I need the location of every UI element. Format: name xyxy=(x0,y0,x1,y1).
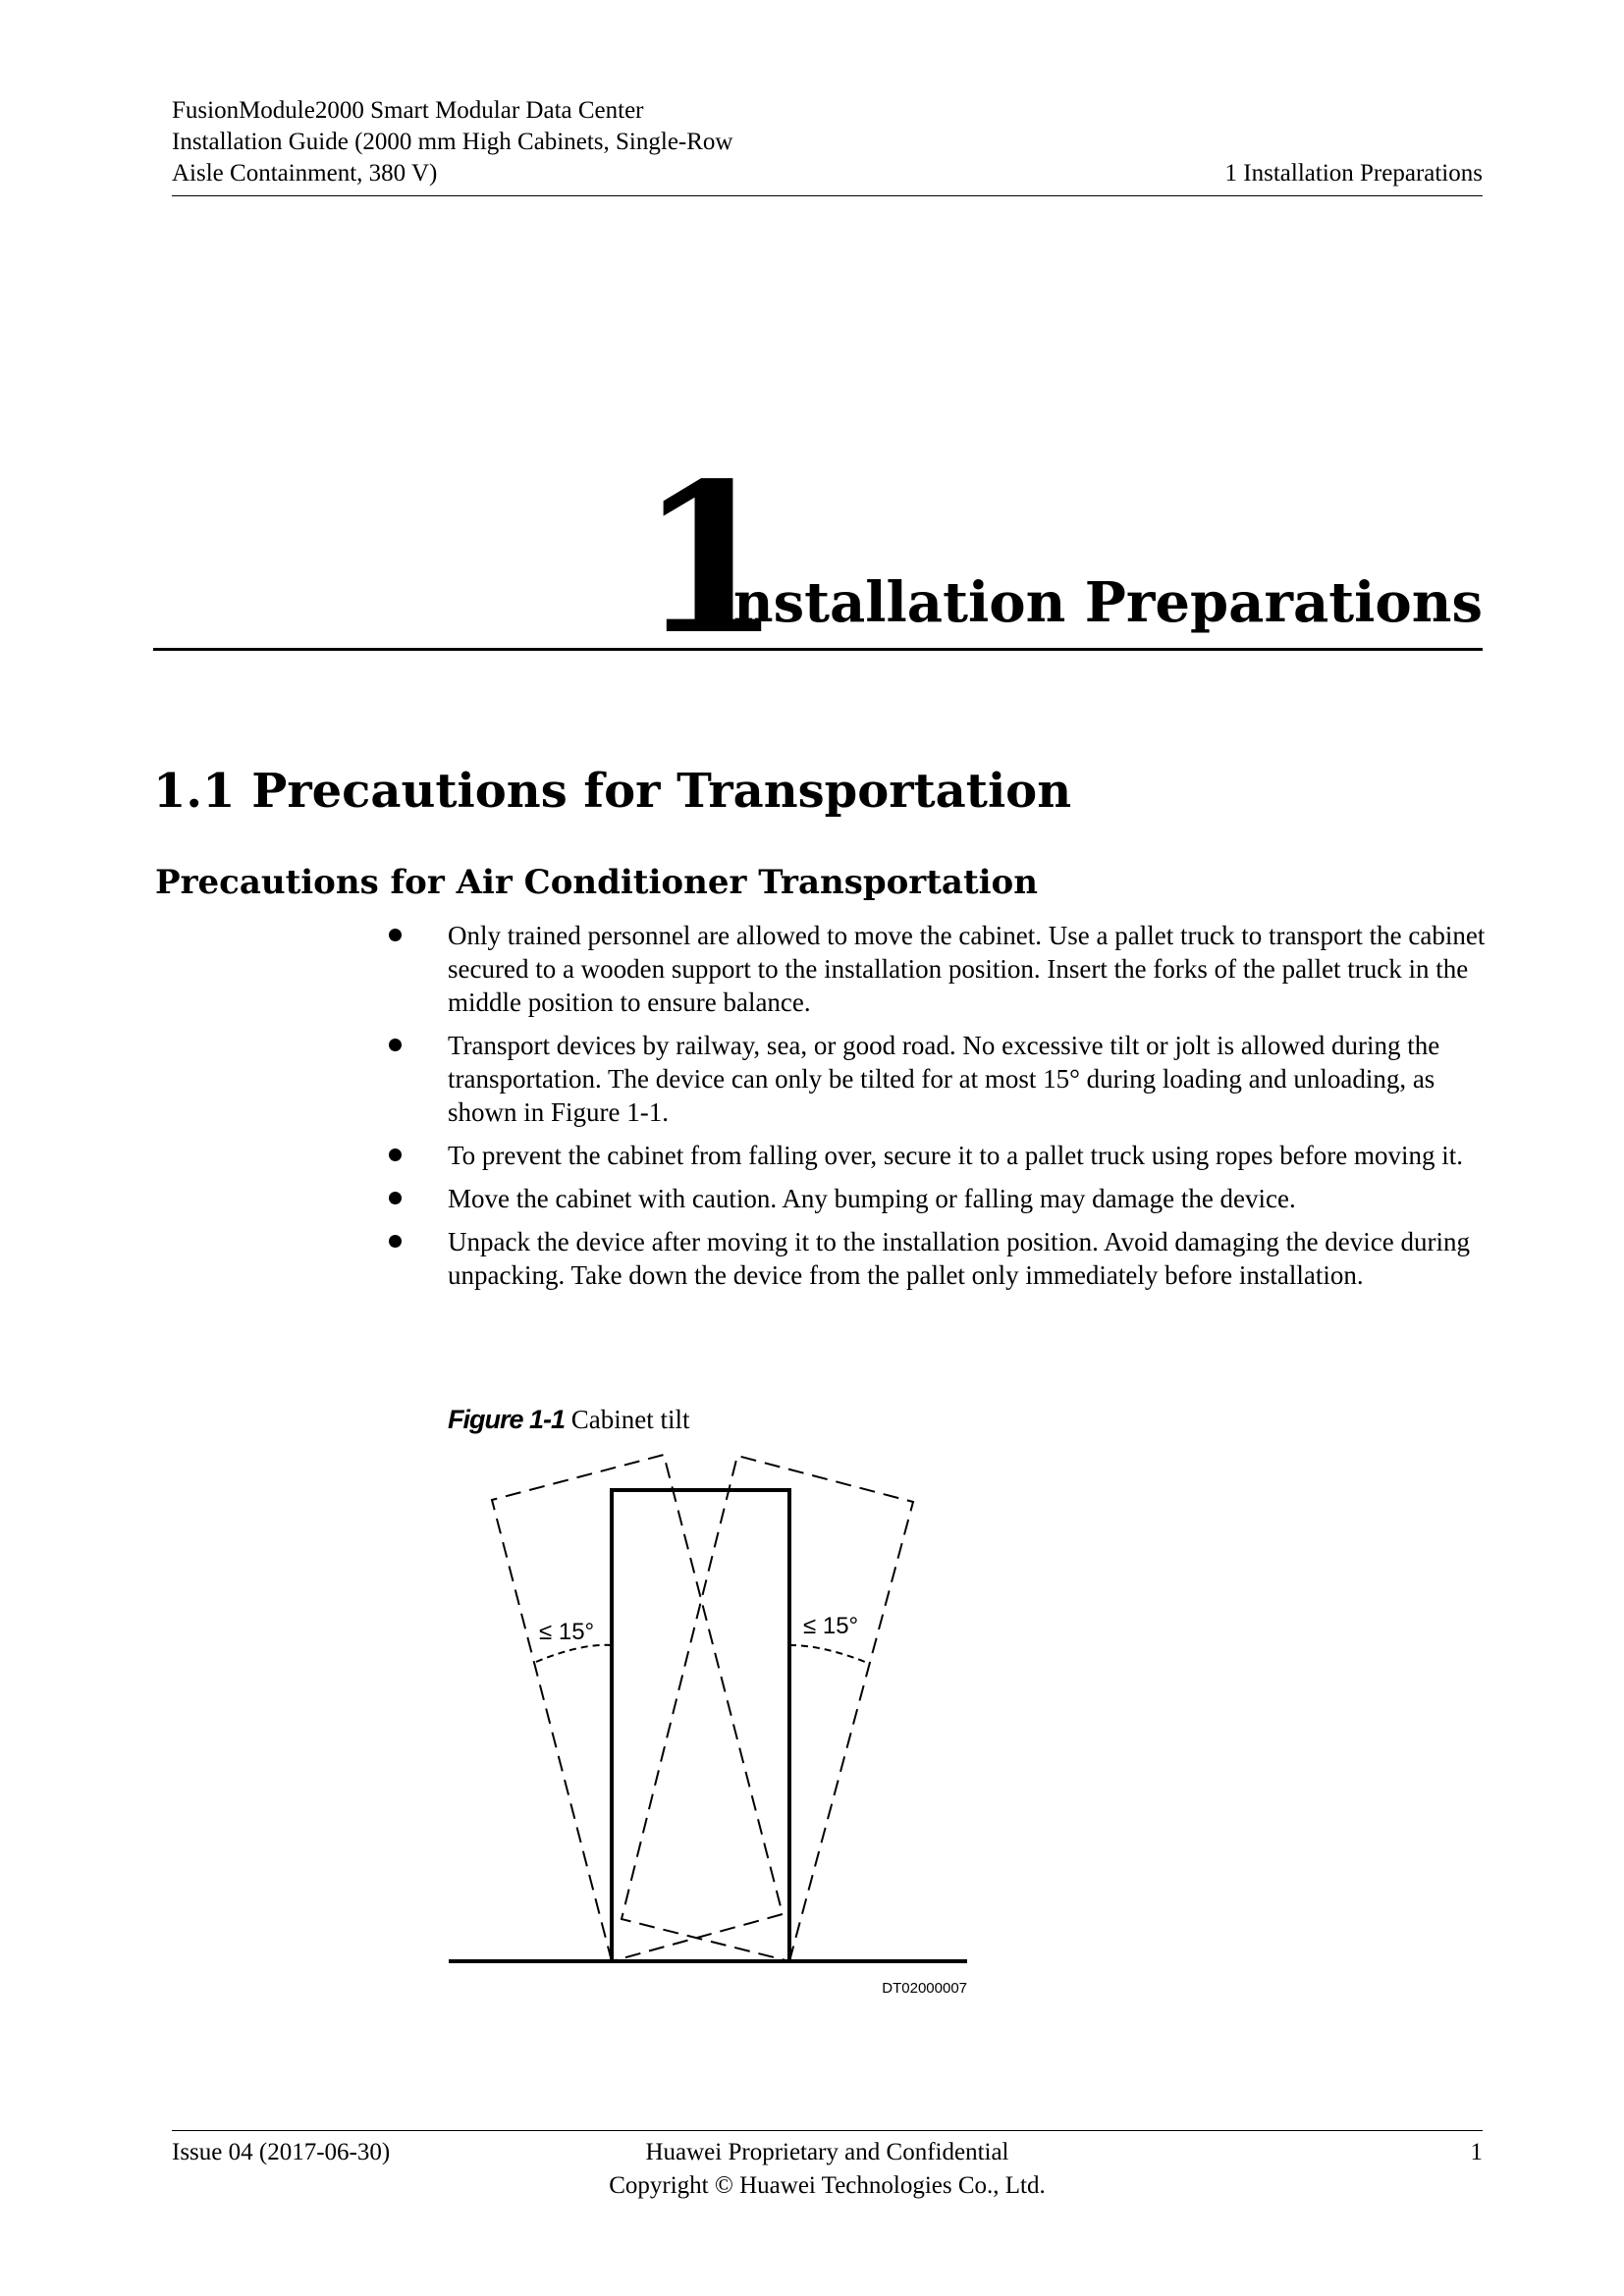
left-angle-label: ≤ 15° xyxy=(539,1619,595,1645)
footer-center xyxy=(172,2136,1483,2203)
bullet-icon xyxy=(389,929,402,941)
left-tilted-cabinet xyxy=(492,1455,783,1961)
list-item-text: Unpack the device after moving it to the installation position. Avoid damaging the device during unpacking. Take down the device from the pallet only immediately before installation. xyxy=(448,1227,1471,1290)
figure-caption-text: Cabinet tilt xyxy=(570,1405,690,1434)
proprietary-notice: Huawei Proprietary and Confidential xyxy=(645,2139,1009,2165)
right-tilted-cabinet xyxy=(622,1456,913,1961)
footer-divider xyxy=(172,2130,1483,2131)
figure-caption xyxy=(448,1403,690,1436)
bullet-icon xyxy=(389,1235,402,1248)
subsection-heading: Precautions for Air Conditioner Transportation xyxy=(155,863,1038,902)
header-divider xyxy=(172,195,1483,196)
list-item-text: Transport devices by railway, sea, or good road. No excessive tilt or jolt is allowed during the transportation. The device can only be tilted for at most 15° during loading and unloading, as shown in Figure 1-1. xyxy=(448,1031,1440,1127)
figure-code: DT02000007 xyxy=(882,1980,967,1997)
bullet-icon xyxy=(389,1039,402,1051)
section-heading: 1.1 Precautions for Transportation xyxy=(153,764,1072,819)
chapter-divider xyxy=(153,648,1483,651)
list-item xyxy=(448,1029,1489,1129)
precautions-list xyxy=(448,919,1489,1302)
upright-cabinet xyxy=(612,1490,789,1961)
copyright-notice: Copyright © Huawei Technologies Co., Ltd. xyxy=(609,2172,1046,2199)
list-item xyxy=(448,1225,1489,1292)
list-item xyxy=(448,1182,1489,1215)
list-item xyxy=(448,919,1489,1019)
chapter-title: Installation Preparations xyxy=(707,570,1483,635)
list-item-text: Move the cabinet with caution. Any bumping or falling may damage the device. xyxy=(448,1184,1296,1213)
issue-info: Issue 04 (2017-06-30) xyxy=(172,2139,391,2165)
list-item-text: Only trained personnel are allowed to move the cabinet. Use a pallet truck to transport the cabinet secured to a wooden support to the installation position. Insert the forks of the pallet truck in the middle position to ensure balance. xyxy=(448,921,1486,1017)
right-angle-label: ≤ 15° xyxy=(803,1613,859,1639)
chapter-number: 1 xyxy=(638,438,783,680)
document-title xyxy=(172,95,859,189)
header-line-2: Installation Guide (2000 mm High Cabinets, Single-Row xyxy=(172,129,733,155)
header-line-3: Aisle Containment, 380 V) xyxy=(172,160,438,187)
cabinet-tilt-figure xyxy=(432,1443,982,2012)
bullet-icon xyxy=(389,1192,402,1204)
header-section: 1 Installation Preparations xyxy=(1224,160,1483,187)
list-item xyxy=(448,1139,1489,1172)
figure-label: Figure 1-1 xyxy=(448,1405,566,1434)
bullet-icon xyxy=(389,1148,402,1161)
list-item-text: To prevent the cabinet from falling over, secure it to a pallet truck using ropes before moving it. xyxy=(448,1141,1463,1170)
header-line-1: FusionModule2000 Smart Modular Data Center xyxy=(172,97,644,124)
page-number: 1 xyxy=(1470,2139,1483,2165)
right-angle-arc xyxy=(789,1645,865,1662)
left-angle-arc xyxy=(536,1645,612,1662)
